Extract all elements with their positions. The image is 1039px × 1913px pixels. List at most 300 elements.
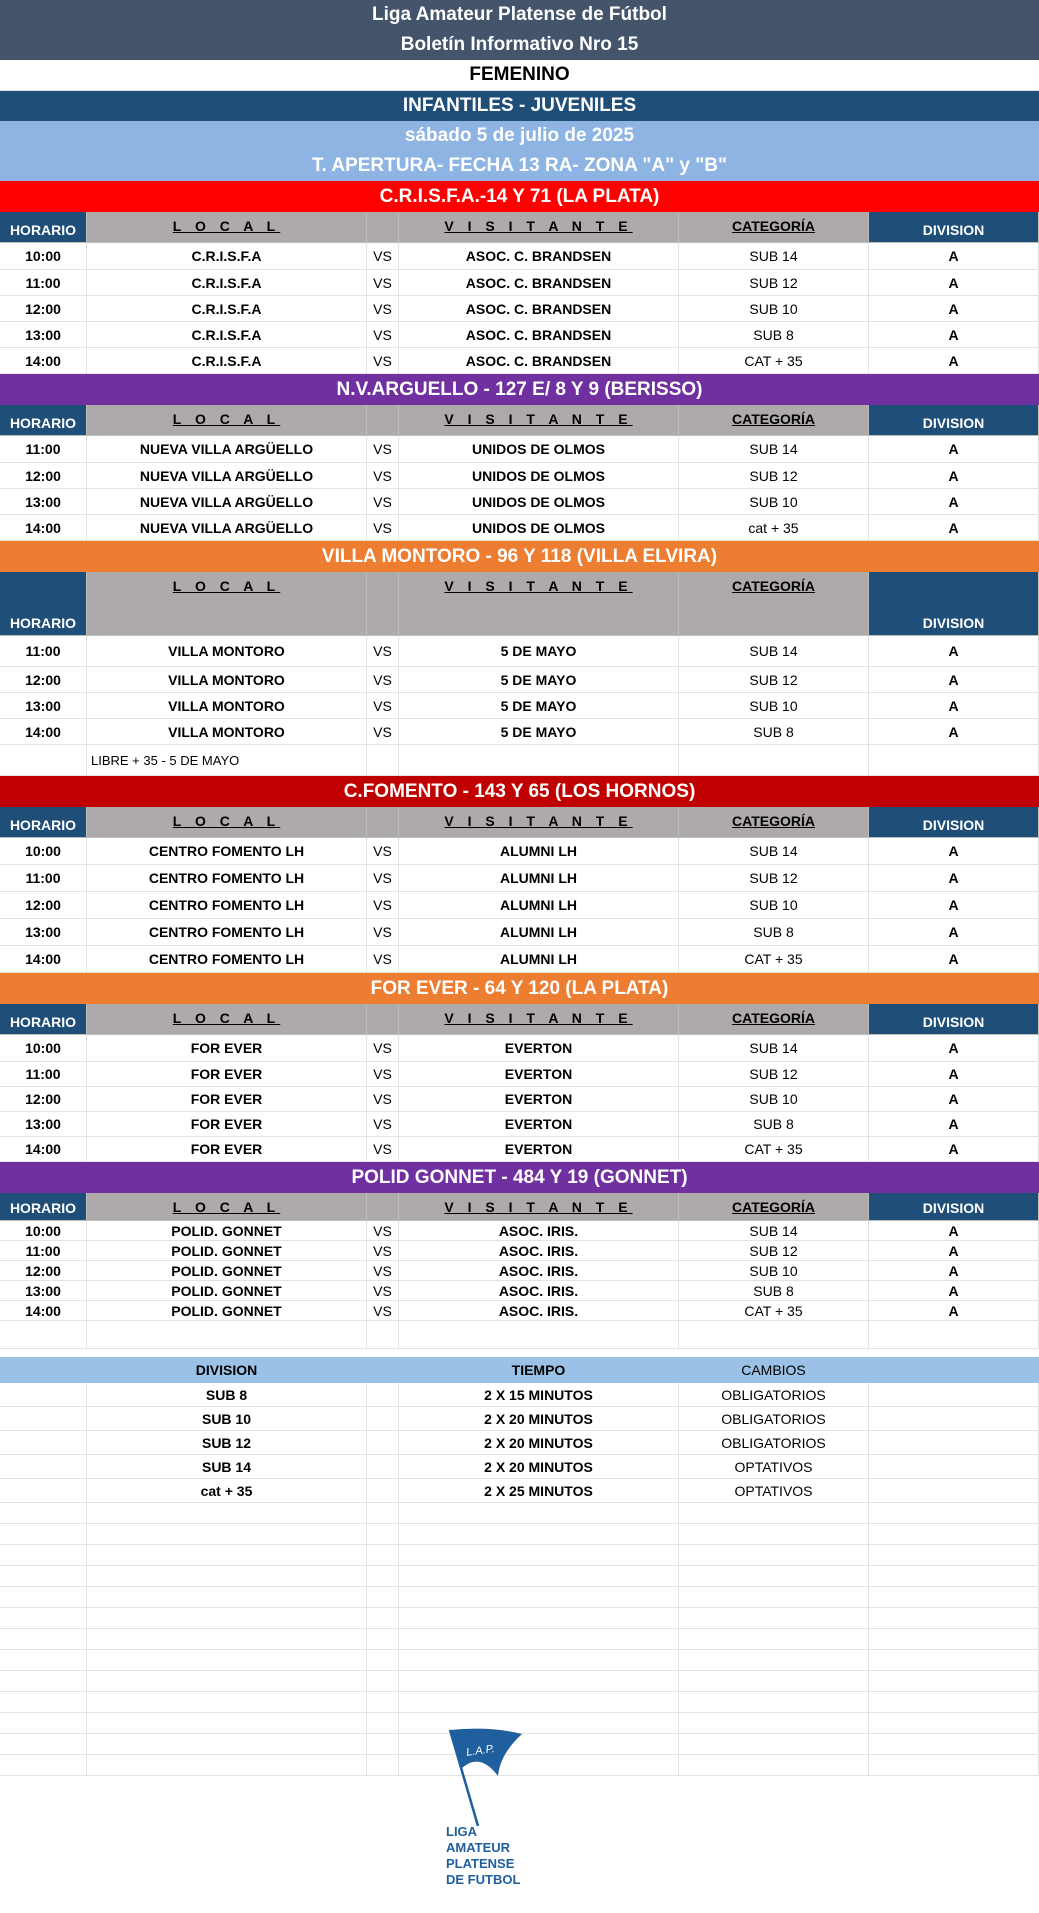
- empty-cell: [87, 1629, 367, 1650]
- rules-header-division: DIVISION: [87, 1357, 367, 1383]
- match-division: A: [869, 1112, 1039, 1137]
- empty-cell: [0, 1503, 87, 1524]
- match-time: 13:00: [0, 919, 87, 946]
- vs-label: VS: [367, 243, 399, 270]
- match-category: SUB 14: [679, 838, 869, 865]
- match-time: 11:00: [0, 1062, 87, 1087]
- empty-cell: [87, 1524, 367, 1545]
- match-time: 10:00: [0, 1035, 87, 1062]
- home-team: POLID. GONNET: [87, 1281, 367, 1301]
- column-header-time: HORARIO: [0, 212, 87, 243]
- empty-cell: [87, 1692, 367, 1713]
- rules-time: 2 X 20 MINUTOS: [399, 1407, 679, 1431]
- column-header-category: [679, 405, 869, 436]
- column-header-home-label: L O C A L: [172, 813, 281, 829]
- match-category: SUB 12: [679, 463, 869, 489]
- rules-header-time: TIEMPO: [399, 1357, 679, 1383]
- column-header-away-label: V I S I T A N T E: [444, 411, 633, 427]
- empty-cell: [679, 1734, 869, 1755]
- empty-cell: [367, 1692, 399, 1713]
- away-team: UNIDOS DE OLMOS: [399, 515, 679, 541]
- column-header-home: [87, 405, 367, 436]
- home-team: VILLA MONTORO: [87, 636, 367, 667]
- league-logo: [440, 1728, 560, 1887]
- match-category: SUB 14: [679, 1221, 869, 1241]
- empty-cell: [679, 1587, 869, 1608]
- empty-cell: [399, 1608, 679, 1629]
- column-header-away-label: V I S I T A N T E: [444, 218, 633, 234]
- away-team: ALUMNI LH: [399, 865, 679, 892]
- match-row: [0, 348, 1039, 374]
- match-row: [0, 919, 1039, 946]
- column-header-division: DIVISION: [869, 1193, 1039, 1221]
- column-header-vs-spacer: [367, 807, 399, 838]
- empty-cell: [0, 1455, 87, 1479]
- empty-cell: [869, 1713, 1039, 1734]
- column-header-away-label: V I S I T A N T E: [444, 578, 633, 594]
- home-team: FOR EVER: [87, 1062, 367, 1087]
- match-row: [0, 515, 1039, 541]
- empty-cell: [87, 1587, 367, 1608]
- rules-header-changes: CAMBIOS: [679, 1357, 869, 1383]
- match-category: SUB 8: [679, 322, 869, 348]
- column-header-category-label: CATEGORÍA: [732, 411, 815, 427]
- vs-label: VS: [367, 919, 399, 946]
- empty-cell: [679, 1321, 869, 1349]
- empty-cell: [87, 1650, 367, 1671]
- empty-row: [0, 1503, 1039, 1524]
- empty-cell: [87, 1713, 367, 1734]
- match-division: A: [869, 636, 1039, 667]
- empty-cell: [367, 1407, 399, 1431]
- rules-row: [0, 1479, 1039, 1503]
- empty-cell: [0, 1357, 87, 1383]
- home-team: CENTRO FOMENTO LH: [87, 946, 367, 973]
- empty-cell: [0, 1407, 87, 1431]
- vs-label: VS: [367, 838, 399, 865]
- column-header-division: DIVISION: [869, 405, 1039, 436]
- empty-cell: [869, 1321, 1039, 1349]
- venue-title: N.V.ARGUELLO - 127 E/ 8 Y 9 (BERISSO): [0, 374, 1039, 405]
- match-time: 14:00: [0, 515, 87, 541]
- away-team: 5 DE MAYO: [399, 667, 679, 693]
- column-header-away: [399, 405, 679, 436]
- column-header-home-label: L O C A L: [172, 1010, 281, 1026]
- match-row: [0, 865, 1039, 892]
- home-team: C.R.I.S.F.A: [87, 296, 367, 322]
- column-header-time: HORARIO: [0, 807, 87, 838]
- match-division: A: [869, 1035, 1039, 1062]
- empty-cell: [0, 1755, 87, 1776]
- match-row: [0, 1035, 1039, 1062]
- vs-label: VS: [367, 1035, 399, 1062]
- empty-row: [0, 1587, 1039, 1608]
- empty-cell: [367, 1321, 399, 1349]
- rules-time: 2 X 20 MINUTOS: [399, 1431, 679, 1455]
- match-division: A: [869, 892, 1039, 919]
- venue-title: C.R.I.S.F.A.-14 Y 71 (LA PLATA): [0, 181, 1039, 212]
- empty-row: [0, 1608, 1039, 1629]
- column-header-away-label: V I S I T A N T E: [444, 1199, 633, 1215]
- match-category: SUB 8: [679, 919, 869, 946]
- empty-cell: [0, 1629, 87, 1650]
- match-row: [0, 322, 1039, 348]
- svg-text:L.A.P.: L.A.P.: [465, 1743, 496, 1759]
- empty-cell: [0, 1321, 87, 1349]
- venues-container: [0, 181, 1039, 1349]
- match-division: A: [869, 1137, 1039, 1162]
- column-header-division: DIVISION: [869, 807, 1039, 838]
- away-team: ASOC. C. BRANDSEN: [399, 270, 679, 296]
- free-note-row: [0, 745, 1039, 776]
- empty-cell: [87, 1566, 367, 1587]
- home-team: NUEVA VILLA ARGÜELLO: [87, 489, 367, 515]
- rules-changes: OBLIGATORIOS: [679, 1383, 869, 1407]
- match-category: SUB 10: [679, 693, 869, 719]
- column-header-row: [0, 1193, 1039, 1221]
- match-row: [0, 296, 1039, 322]
- empty-cell: [367, 1524, 399, 1545]
- away-team: ASOC. C. BRANDSEN: [399, 296, 679, 322]
- match-category: SUB 10: [679, 1087, 869, 1112]
- home-team: FOR EVER: [87, 1087, 367, 1112]
- empty-cell: [0, 1692, 87, 1713]
- gender-title: FEMENINO: [0, 60, 1039, 91]
- empty-cell: [869, 1608, 1039, 1629]
- match-row: [0, 693, 1039, 719]
- rules-row: [0, 1383, 1039, 1407]
- match-category: SUB 8: [679, 1281, 869, 1301]
- match-time: 10:00: [0, 243, 87, 270]
- match-division: A: [869, 1221, 1039, 1241]
- away-team: ASOC. IRIS.: [399, 1221, 679, 1241]
- empty-cell: [869, 1479, 1039, 1503]
- rules-changes: OBLIGATORIOS: [679, 1407, 869, 1431]
- home-team: FOR EVER: [87, 1112, 367, 1137]
- column-header-row: [0, 572, 1039, 636]
- match-category: SUB 12: [679, 1241, 869, 1261]
- match-row: [0, 1241, 1039, 1261]
- match-time: 12:00: [0, 463, 87, 489]
- column-header-away: [399, 807, 679, 838]
- vs-label: VS: [367, 865, 399, 892]
- match-division: A: [869, 1241, 1039, 1261]
- away-team: UNIDOS DE OLMOS: [399, 436, 679, 463]
- match-time: 13:00: [0, 1112, 87, 1137]
- away-team: ASOC. C. BRANDSEN: [399, 348, 679, 374]
- empty-cell: [0, 1650, 87, 1671]
- rules-row: [0, 1431, 1039, 1455]
- empty-cell: [869, 1357, 1039, 1383]
- vs-label: VS: [367, 719, 399, 745]
- empty-cell: [679, 1503, 869, 1524]
- column-header-category: [679, 1193, 869, 1221]
- empty-cell: [367, 1566, 399, 1587]
- home-team: VILLA MONTORO: [87, 693, 367, 719]
- vs-label: VS: [367, 515, 399, 541]
- vs-label: VS: [367, 348, 399, 374]
- match-row: [0, 719, 1039, 745]
- match-time: 12:00: [0, 667, 87, 693]
- match-time: 11:00: [0, 1241, 87, 1261]
- empty-cell: [399, 1692, 679, 1713]
- tournament-title: T. APERTURA- FECHA 13 RA- ZONA "A" y "B": [0, 151, 1039, 181]
- match-category: SUB 10: [679, 892, 869, 919]
- rules-changes: OPTATIVOS: [679, 1479, 869, 1503]
- column-header-vs-spacer: [367, 572, 399, 636]
- vs-label: VS: [367, 1261, 399, 1281]
- match-time: 10:00: [0, 1221, 87, 1241]
- empty-cell: [87, 1755, 367, 1776]
- match-time: 11:00: [0, 270, 87, 296]
- vs-label: VS: [367, 1281, 399, 1301]
- away-team: 5 DE MAYO: [399, 719, 679, 745]
- empty-cell: [679, 1755, 869, 1776]
- away-team: UNIDOS DE OLMOS: [399, 463, 679, 489]
- logo-text-line4: DE FUTBOL: [446, 1872, 521, 1887]
- match-division: A: [869, 667, 1039, 693]
- empty-cell: [869, 1734, 1039, 1755]
- match-time: 12:00: [0, 1087, 87, 1112]
- match-division: A: [869, 270, 1039, 296]
- empty-cell: [679, 1671, 869, 1692]
- empty-cell: [399, 1671, 679, 1692]
- home-team: FOR EVER: [87, 1137, 367, 1162]
- match-category: CAT + 35: [679, 946, 869, 973]
- empty-cell: [679, 1713, 869, 1734]
- match-division: A: [869, 1281, 1039, 1301]
- match-division: A: [869, 1301, 1039, 1321]
- empty-cell: [679, 1524, 869, 1545]
- vs-label: VS: [367, 946, 399, 973]
- rules-time: 2 X 20 MINUTOS: [399, 1455, 679, 1479]
- column-header-away: [399, 212, 679, 243]
- vs-label: VS: [367, 1112, 399, 1137]
- empty-cell: [399, 1650, 679, 1671]
- empty-cell: [367, 1479, 399, 1503]
- match-row: [0, 489, 1039, 515]
- empty-cell: [869, 1671, 1039, 1692]
- home-team: POLID. GONNET: [87, 1241, 367, 1261]
- match-row: [0, 1261, 1039, 1281]
- empty-cell: [869, 745, 1039, 776]
- empty-cell: [0, 1479, 87, 1503]
- match-time: 14:00: [0, 1137, 87, 1162]
- match-category: SUB 10: [679, 1261, 869, 1281]
- match-division: A: [869, 919, 1039, 946]
- match-row: [0, 270, 1039, 296]
- match-division: A: [869, 946, 1039, 973]
- venue-title: C.FOMENTO - 143 Y 65 (LOS HORNOS): [0, 776, 1039, 807]
- match-division: A: [869, 1062, 1039, 1087]
- away-team: ASOC. C. BRANDSEN: [399, 243, 679, 270]
- empty-cell: [679, 1545, 869, 1566]
- home-team: POLID. GONNET: [87, 1221, 367, 1241]
- match-category: SUB 8: [679, 1112, 869, 1137]
- vs-label: VS: [367, 667, 399, 693]
- match-category: SUB 14: [679, 1035, 869, 1062]
- column-header-away-label: V I S I T A N T E: [444, 1010, 633, 1026]
- empty-cell: [0, 1431, 87, 1455]
- away-team: ASOC. IRIS.: [399, 1261, 679, 1281]
- match-division: A: [869, 348, 1039, 374]
- vs-label: VS: [367, 892, 399, 919]
- match-time: 14:00: [0, 348, 87, 374]
- empty-cell: [869, 1431, 1039, 1455]
- empty-cell: [367, 1357, 399, 1383]
- column-header-time: HORARIO: [0, 1004, 87, 1035]
- empty-row: [0, 1524, 1039, 1545]
- spacer: [0, 1349, 1039, 1357]
- column-header-category: [679, 572, 869, 636]
- match-row: [0, 1281, 1039, 1301]
- empty-cell: [0, 1671, 87, 1692]
- away-team: EVERTON: [399, 1035, 679, 1062]
- match-division: A: [869, 296, 1039, 322]
- column-header-vs-spacer: [367, 1004, 399, 1035]
- empty-cell: [869, 1407, 1039, 1431]
- away-team: ASOC. IRIS.: [399, 1301, 679, 1321]
- empty-cell: [399, 1545, 679, 1566]
- empty-cell: [869, 1455, 1039, 1479]
- rules-division: cat + 35: [87, 1479, 367, 1503]
- logo-text-line1: LIGA: [446, 1824, 478, 1839]
- match-category: SUB 12: [679, 667, 869, 693]
- match-time: 11:00: [0, 865, 87, 892]
- empty-cell: [367, 1383, 399, 1407]
- empty-cell: [367, 1734, 399, 1755]
- column-header-away: [399, 1193, 679, 1221]
- away-team: EVERTON: [399, 1112, 679, 1137]
- empty-cell: [679, 1692, 869, 1713]
- match-division: A: [869, 463, 1039, 489]
- match-row: [0, 1301, 1039, 1321]
- column-header-vs-spacer: [367, 1193, 399, 1221]
- column-header-row: [0, 807, 1039, 838]
- match-category: SUB 12: [679, 270, 869, 296]
- empty-cell: [367, 745, 399, 776]
- empty-cell: [869, 1503, 1039, 1524]
- empty-cell: [0, 1545, 87, 1566]
- match-time: 14:00: [0, 1301, 87, 1321]
- match-category: CAT + 35: [679, 1137, 869, 1162]
- away-team: 5 DE MAYO: [399, 693, 679, 719]
- empty-cell: [367, 1671, 399, 1692]
- column-header-row: [0, 405, 1039, 436]
- vs-label: VS: [367, 322, 399, 348]
- match-row: [0, 892, 1039, 919]
- home-team: C.R.I.S.F.A: [87, 322, 367, 348]
- match-division: A: [869, 719, 1039, 745]
- vs-label: VS: [367, 296, 399, 322]
- column-header-home: [87, 572, 367, 636]
- match-row: [0, 636, 1039, 667]
- match-time: 11:00: [0, 636, 87, 667]
- vs-label: VS: [367, 489, 399, 515]
- free-note: LIBRE + 35 - 5 DE MAYO: [87, 745, 367, 776]
- logo-text-line3: PLATENSE: [446, 1856, 515, 1871]
- column-header-home-label: L O C A L: [172, 1199, 281, 1215]
- column-header-division: DIVISION: [869, 1004, 1039, 1035]
- away-team: ALUMNI LH: [399, 946, 679, 973]
- home-team: POLID. GONNET: [87, 1301, 367, 1321]
- empty-cell: [679, 1566, 869, 1587]
- home-team: CENTRO FOMENTO LH: [87, 838, 367, 865]
- away-team: 5 DE MAYO: [399, 636, 679, 667]
- empty-row: [0, 1566, 1039, 1587]
- home-team: VILLA MONTORO: [87, 667, 367, 693]
- match-division: A: [869, 865, 1039, 892]
- match-category: SUB 10: [679, 489, 869, 515]
- home-team: NUEVA VILLA ARGÜELLO: [87, 463, 367, 489]
- vs-label: VS: [367, 1087, 399, 1112]
- empty-cell: [367, 1587, 399, 1608]
- empty-cell: [399, 1503, 679, 1524]
- match-category: SUB 14: [679, 636, 869, 667]
- home-team: FOR EVER: [87, 1035, 367, 1062]
- away-team: ASOC. IRIS.: [399, 1241, 679, 1261]
- match-division: A: [869, 436, 1039, 463]
- match-category: SUB 12: [679, 865, 869, 892]
- empty-cell: [869, 1566, 1039, 1587]
- bulletin-title: Boletín Informativo Nro 15: [0, 30, 1039, 60]
- match-time: 11:00: [0, 436, 87, 463]
- match-division: A: [869, 322, 1039, 348]
- empty-cell: [87, 1734, 367, 1755]
- vs-label: VS: [367, 693, 399, 719]
- match-row: [0, 667, 1039, 693]
- rules-row: [0, 1407, 1039, 1431]
- rules-division: SUB 14: [87, 1455, 367, 1479]
- match-time: 12:00: [0, 892, 87, 919]
- rules-changes: OBLIGATORIOS: [679, 1431, 869, 1455]
- empty-cell: [869, 1692, 1039, 1713]
- vs-label: VS: [367, 463, 399, 489]
- empty-cell: [87, 1503, 367, 1524]
- rules-row: [0, 1455, 1039, 1479]
- column-header-category: [679, 1004, 869, 1035]
- column-header-time: HORARIO: [0, 572, 87, 636]
- empty-cell: [367, 1713, 399, 1734]
- match-category: CAT + 35: [679, 1301, 869, 1321]
- venue-title: POLID GONNET - 484 Y 19 (GONNET): [0, 1162, 1039, 1193]
- column-header-category: [679, 807, 869, 838]
- empty-cell: [679, 1650, 869, 1671]
- home-team: POLID. GONNET: [87, 1261, 367, 1281]
- empty-cell: [367, 1608, 399, 1629]
- empty-cell: [367, 1455, 399, 1479]
- home-team: CENTRO FOMENTO LH: [87, 892, 367, 919]
- rules-time: 2 X 25 MINUTOS: [399, 1479, 679, 1503]
- match-time: 13:00: [0, 693, 87, 719]
- empty-cell: [399, 1587, 679, 1608]
- empty-cell: [399, 1524, 679, 1545]
- away-team: ASOC. IRIS.: [399, 1281, 679, 1301]
- empty-cell: [869, 1629, 1039, 1650]
- empty-cell: [367, 1431, 399, 1455]
- empty-cell: [367, 1545, 399, 1566]
- empty-row: [0, 1650, 1039, 1671]
- away-team: ALUMNI LH: [399, 919, 679, 946]
- home-team: NUEVA VILLA ARGÜELLO: [87, 515, 367, 541]
- date-title: sábado 5 de julio de 2025: [0, 121, 1039, 151]
- match-category: SUB 14: [679, 243, 869, 270]
- empty-cell: [367, 1650, 399, 1671]
- match-row: [0, 243, 1039, 270]
- home-team: NUEVA VILLA ARGÜELLO: [87, 436, 367, 463]
- column-header-division: DIVISION: [869, 212, 1039, 243]
- empty-cell: [87, 1608, 367, 1629]
